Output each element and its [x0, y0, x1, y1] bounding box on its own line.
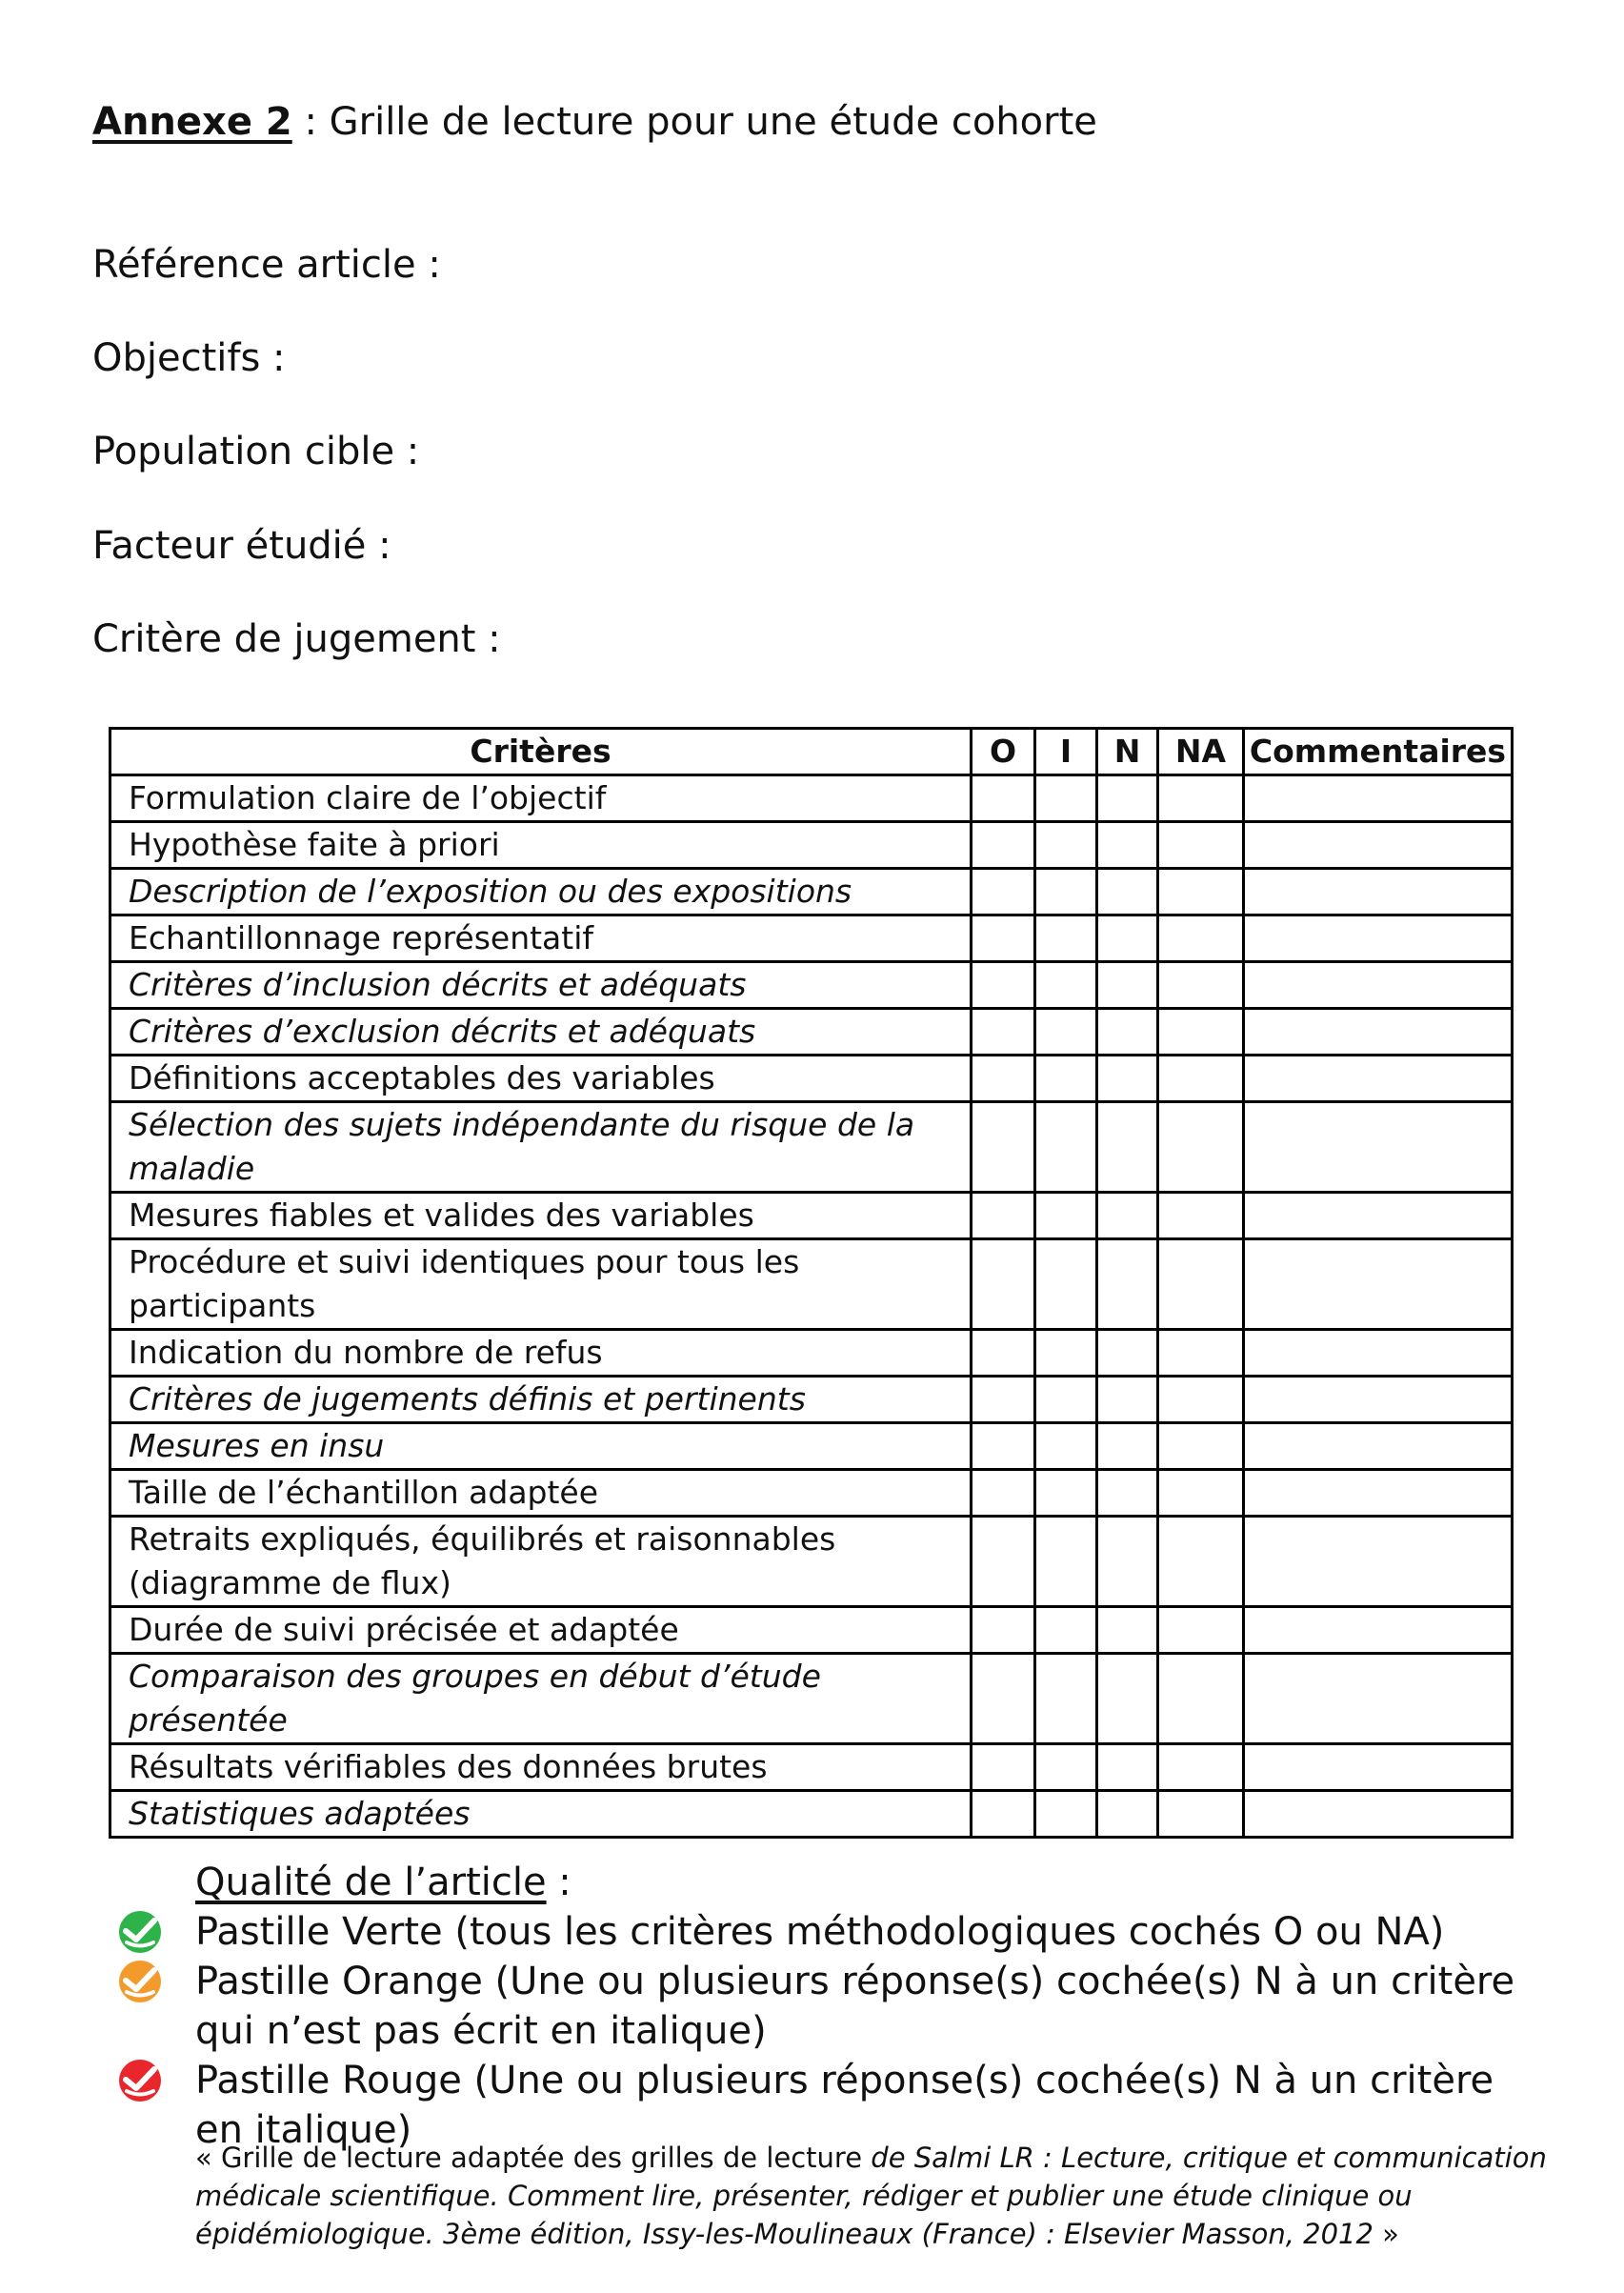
answer-cell-i[interactable] — [1035, 1239, 1097, 1330]
comment-cell[interactable] — [1244, 1193, 1513, 1239]
quality-legend — [114, 1858, 1562, 2155]
criterion-label: Hypothèse faite à priori — [110, 822, 972, 869]
page-title — [92, 95, 1097, 149]
answer-cell-i[interactable] — [1035, 915, 1097, 962]
answer-cell-na[interactable] — [1158, 1102, 1244, 1193]
answer-cell-n[interactable] — [1097, 915, 1158, 962]
answer-cell-na[interactable] — [1158, 1791, 1244, 1838]
answer-cell-o[interactable] — [972, 1330, 1035, 1377]
criterion-label: Sélection des sujets indépendante du risque de la maladie — [110, 1102, 972, 1193]
answer-cell-i[interactable] — [1035, 1791, 1097, 1838]
answer-cell-n[interactable] — [1097, 1607, 1158, 1654]
pastille-green-text: Pastille Verte (tous les critères méthodologiques cochés O ou NA) — [195, 1910, 1445, 1954]
comment-cell[interactable] — [1244, 1470, 1513, 1517]
answer-cell-n[interactable] — [1097, 1791, 1158, 1838]
comment-cell[interactable] — [1244, 1009, 1513, 1056]
orange-badge-icon — [114, 1957, 166, 2006]
answer-cell-i[interactable] — [1035, 1193, 1097, 1239]
answer-cell-n[interactable] — [1097, 1102, 1158, 1193]
header-i: I — [1035, 729, 1097, 775]
criterion-label: Mesures en insu — [110, 1423, 972, 1470]
comment-cell[interactable] — [1244, 1654, 1513, 1744]
criterion-label: Taille de l’échantillon adaptée — [110, 1470, 972, 1517]
answer-cell-i[interactable] — [1035, 1654, 1097, 1744]
citation — [195, 2139, 1548, 2253]
answer-cell-i[interactable] — [1035, 1744, 1097, 1791]
criteria-table-body — [110, 775, 1513, 1838]
green-badge-icon — [114, 1907, 166, 1957]
answer-cell-na[interactable] — [1158, 1330, 1244, 1377]
answer-cell-o[interactable] — [972, 775, 1035, 822]
pastille-orange-item — [114, 1957, 1562, 2056]
answer-cell-na[interactable] — [1158, 915, 1244, 962]
table-row — [110, 1470, 1513, 1517]
answer-cell-na[interactable] — [1158, 1239, 1244, 1330]
criterion-label: Critères de jugements définis et pertinents — [110, 1377, 972, 1423]
reference-field-label: Référence article : — [92, 243, 441, 287]
answer-cell-i[interactable] — [1035, 822, 1097, 869]
comment-cell[interactable] — [1244, 822, 1513, 869]
answer-cell-i[interactable] — [1035, 1470, 1097, 1517]
citation-open: « Grille de lecture adaptée des grilles de lecture — [195, 2142, 872, 2174]
answer-cell-o[interactable] — [972, 1470, 1035, 1517]
answer-cell-o[interactable] — [972, 822, 1035, 869]
criterion-label: Définitions acceptables des variables — [110, 1056, 972, 1102]
comment-cell[interactable] — [1244, 1423, 1513, 1470]
pastille-orange-text: Pastille Orange (Une ou plusieurs réponse(s) cochée(s) N à un critère qui n’est pas écrit en italique) — [195, 1960, 1515, 2053]
citation-close: » — [1373, 2218, 1399, 2250]
answer-cell-o[interactable] — [972, 1517, 1035, 1607]
objectives-field-label: Objectifs : — [92, 336, 286, 380]
answer-cell-i[interactable] — [1035, 869, 1097, 915]
comment-cell[interactable] — [1244, 962, 1513, 1009]
comment-cell[interactable] — [1244, 1056, 1513, 1102]
answer-cell-na[interactable] — [1158, 1654, 1244, 1744]
table-row — [110, 1607, 1513, 1654]
answer-cell-na[interactable] — [1158, 822, 1244, 869]
criterion-label: Statistiques adaptées — [110, 1791, 972, 1838]
answer-cell-o[interactable] — [972, 962, 1035, 1009]
answer-cell-n[interactable] — [1097, 1330, 1158, 1377]
criterion-label: Durée de suivi précisée et adaptée — [110, 1607, 972, 1654]
answer-cell-i[interactable] — [1035, 1607, 1097, 1654]
pastille-red-text: Pastille Rouge (Une ou plusieurs réponse(s) cochée(s) N à un critère en italique) — [195, 2059, 1494, 2152]
answer-cell-i[interactable] — [1035, 1102, 1097, 1193]
table-row — [110, 1193, 1513, 1239]
answer-cell-n[interactable] — [1097, 1423, 1158, 1470]
judgment-criterion-field-label: Critère de jugement : — [92, 617, 501, 661]
table-row — [110, 915, 1513, 962]
answer-cell-n[interactable] — [1097, 1744, 1158, 1791]
answer-cell-n[interactable] — [1097, 1056, 1158, 1102]
criterion-label: Mesures fiables et valides des variables — [110, 1193, 972, 1239]
table-row — [110, 1102, 1513, 1193]
table-row — [110, 1791, 1513, 1838]
answer-cell-na[interactable] — [1158, 1056, 1244, 1102]
criteria-table — [109, 727, 1514, 1839]
answer-cell-o[interactable] — [972, 1193, 1035, 1239]
answer-cell-na[interactable] — [1158, 1517, 1244, 1607]
quality-title — [195, 1858, 1562, 1907]
quality-title-suffix: : — [546, 1861, 571, 1904]
answer-cell-o[interactable] — [972, 1377, 1035, 1423]
table-row — [110, 1239, 1513, 1330]
table-row — [110, 1654, 1513, 1744]
pastille-green-item — [114, 1907, 1562, 1957]
target-population-field-label: Population cible : — [92, 430, 420, 473]
criterion-label: Critères d’inclusion décrits et adéquats — [110, 962, 972, 1009]
criterion-label: Procédure et suivi identiques pour tous les participants — [110, 1239, 972, 1330]
answer-cell-i[interactable] — [1035, 1056, 1097, 1102]
title-text: : Grille de lecture pour une étude cohorte — [291, 100, 1097, 144]
answer-cell-o[interactable] — [972, 1009, 1035, 1056]
studied-factor-field-label: Facteur étudié : — [92, 524, 391, 568]
answer-cell-na[interactable] — [1158, 1377, 1244, 1423]
answer-cell-i[interactable] — [1035, 1377, 1097, 1423]
comment-cell[interactable] — [1244, 1377, 1513, 1423]
criterion-label: Critères d’exclusion décrits et adéquats — [110, 1009, 972, 1056]
answer-cell-o[interactable] — [972, 1056, 1035, 1102]
table-row — [110, 822, 1513, 869]
answer-cell-n[interactable] — [1097, 1193, 1158, 1239]
answer-cell-na[interactable] — [1158, 775, 1244, 822]
answer-cell-n[interactable] — [1097, 869, 1158, 915]
table-row — [110, 1056, 1513, 1102]
answer-cell-o[interactable] — [972, 869, 1035, 915]
answer-cell-n[interactable] — [1097, 1654, 1158, 1744]
answer-cell-n[interactable] — [1097, 775, 1158, 822]
table-row — [110, 869, 1513, 915]
answer-cell-i[interactable] — [1035, 1423, 1097, 1470]
answer-cell-o[interactable] — [972, 1423, 1035, 1470]
comment-cell[interactable] — [1244, 1517, 1513, 1607]
table-row — [110, 1517, 1513, 1607]
criterion-label: Echantillonnage représentatif — [110, 915, 972, 962]
comment-cell[interactable] — [1244, 915, 1513, 962]
table-row — [110, 1423, 1513, 1470]
citation-reference: de Salmi LR : Lecture, critique et communication médicale scientifique. Comment lire, présenter, rédiger et publier une étude clinique ou épidémiologique. 3ème édition, Issy-les-Moulineaux (France) : Elsevier Masson, 2012 — [195, 2142, 1547, 2250]
header-comments: Commentaires — [1244, 729, 1513, 775]
header-n: N — [1097, 729, 1158, 775]
comment-cell[interactable] — [1244, 1791, 1513, 1838]
answer-cell-na[interactable] — [1158, 869, 1244, 915]
answer-cell-i[interactable] — [1035, 1517, 1097, 1607]
answer-cell-o[interactable] — [972, 1102, 1035, 1193]
answer-cell-i[interactable] — [1035, 775, 1097, 822]
criterion-label: Formulation claire de l’objectif — [110, 775, 972, 822]
answer-cell-n[interactable] — [1097, 1377, 1158, 1423]
answer-cell-n[interactable] — [1097, 1517, 1158, 1607]
answer-cell-na[interactable] — [1158, 1744, 1244, 1791]
table-header-row — [110, 729, 1513, 775]
comment-cell[interactable] — [1244, 1744, 1513, 1791]
answer-cell-i[interactable] — [1035, 1009, 1097, 1056]
comment-cell[interactable] — [1244, 1330, 1513, 1377]
answer-cell-na[interactable] — [1158, 1193, 1244, 1239]
answer-cell-na[interactable] — [1158, 1423, 1244, 1470]
comment-cell[interactable] — [1244, 1102, 1513, 1193]
table-row — [110, 1009, 1513, 1056]
answer-cell-na[interactable] — [1158, 1009, 1244, 1056]
red-badge-icon — [114, 2056, 166, 2105]
header-na: NA — [1158, 729, 1244, 775]
table-row — [110, 962, 1513, 1009]
table-row — [110, 1377, 1513, 1423]
answer-cell-na[interactable] — [1158, 962, 1244, 1009]
answer-cell-o[interactable] — [972, 1744, 1035, 1791]
table-row — [110, 775, 1513, 822]
criterion-label: Indication du nombre de refus — [110, 1330, 972, 1377]
answer-cell-i[interactable] — [1035, 962, 1097, 1009]
criterion-label: Comparaison des groupes en début d’étude présentée — [110, 1654, 972, 1744]
criterion-label: Résultats vérifiables des données brutes — [110, 1744, 972, 1791]
comment-cell[interactable] — [1244, 869, 1513, 915]
answer-cell-na[interactable] — [1158, 1470, 1244, 1517]
answer-cell-o[interactable] — [972, 1607, 1035, 1654]
comment-cell[interactable] — [1244, 1239, 1513, 1330]
answer-cell-i[interactable] — [1035, 1330, 1097, 1377]
criterion-label: Retraits expliqués, équilibrés et raisonnables (diagramme de flux) — [110, 1517, 972, 1607]
answer-cell-n[interactable] — [1097, 822, 1158, 869]
answer-cell-o[interactable] — [972, 1654, 1035, 1744]
table-row — [110, 1744, 1513, 1791]
answer-cell-n[interactable] — [1097, 962, 1158, 1009]
header-criteria: Critères — [110, 729, 972, 775]
comment-cell[interactable] — [1244, 775, 1513, 822]
annex-label: Annexe 2 — [92, 100, 292, 144]
comment-cell[interactable] — [1244, 1607, 1513, 1654]
criterion-label: Description de l’exposition ou des expositions — [110, 869, 972, 915]
header-o: O — [972, 729, 1035, 775]
answer-cell-o[interactable] — [972, 1791, 1035, 1838]
answer-cell-n[interactable] — [1097, 1239, 1158, 1330]
answer-cell-o[interactable] — [972, 915, 1035, 962]
answer-cell-o[interactable] — [972, 1239, 1035, 1330]
quality-title-label: Qualité de l’article — [195, 1861, 547, 1904]
answer-cell-n[interactable] — [1097, 1470, 1158, 1517]
answer-cell-na[interactable] — [1158, 1607, 1244, 1654]
table-row — [110, 1330, 1513, 1377]
answer-cell-n[interactable] — [1097, 1009, 1158, 1056]
